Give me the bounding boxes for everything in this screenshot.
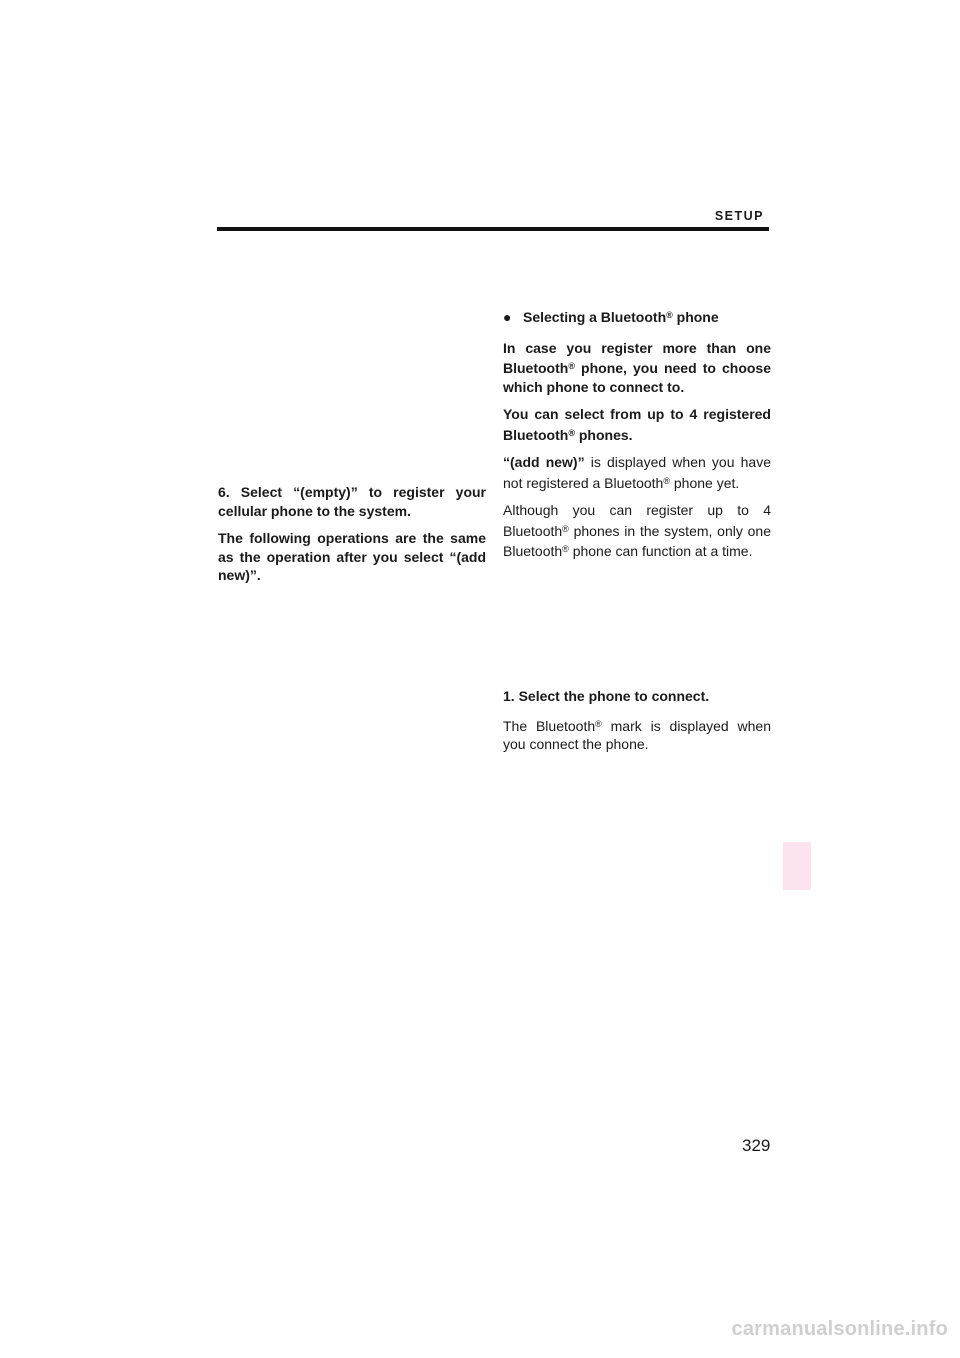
watermark: carmanualsonline.info [731,1318,948,1340]
page-number: 329 [742,1136,771,1155]
section-heading [503,306,771,327]
para2-text-a: You can select from up to 4 registered Bluetooth [503,406,771,443]
para4-text-a: Although you can register up to 4 Bluetooth [503,502,771,539]
registered-mark-icon: ® [568,427,575,438]
heading-text-b: phone [672,309,719,325]
paragraph-function-limit [503,501,771,561]
para3-text-b: phone yet. [669,474,740,491]
para4-text-c: phone can function at a time. [568,543,753,559]
paragraph-add-new [503,453,771,492]
registered-mark-icon: ® [562,523,569,534]
chapter-tab [783,842,811,890]
paragraph-select-limit [503,405,771,444]
step-6-instruction: 6. Select “(empty)” to register your cellular phone to the system. [218,484,486,519]
registered-mark-icon: ® [663,475,670,486]
heading-text-a: Selecting a Bluetooth [523,309,667,325]
para4-text-b: phones in the system, only one Bluetooth [503,522,771,559]
para1-text-b: phone, you need to choose which phone to connect to. [503,360,771,395]
registered-mark-icon: ® [568,361,575,371]
paragraph-bluetooth-mark [503,715,771,754]
registered-mark-icon: ® [562,544,569,554]
bullet-icon: ● [503,309,512,325]
para1-text-a: In case you register more than one Bluetooth [503,339,771,376]
add-new-label: “(add new)” [503,454,585,470]
registered-mark-icon: ® [595,718,602,729]
para5-text-b: mark is displayed when you connect the phone. [503,717,772,752]
para2-text-b: phones. [574,426,633,443]
registered-mark-icon: ® [666,310,673,320]
header-rule [217,227,769,231]
left-column [218,483,486,594]
right-column-bottom [503,687,771,763]
right-column-top [503,306,771,570]
paragraph-multiple-phones [503,339,771,397]
para3-text-a: is displayed when you have not registered a Bluetooth [503,454,771,491]
para5-text-a: The Bluetooth [503,717,596,734]
step-6-note: The following operations are the same as the operation after you select “(add new)”. [218,530,486,583]
section-header: SETUP [714,209,764,223]
step-1-instruction: 1. Select the phone to connect. [503,688,710,704]
